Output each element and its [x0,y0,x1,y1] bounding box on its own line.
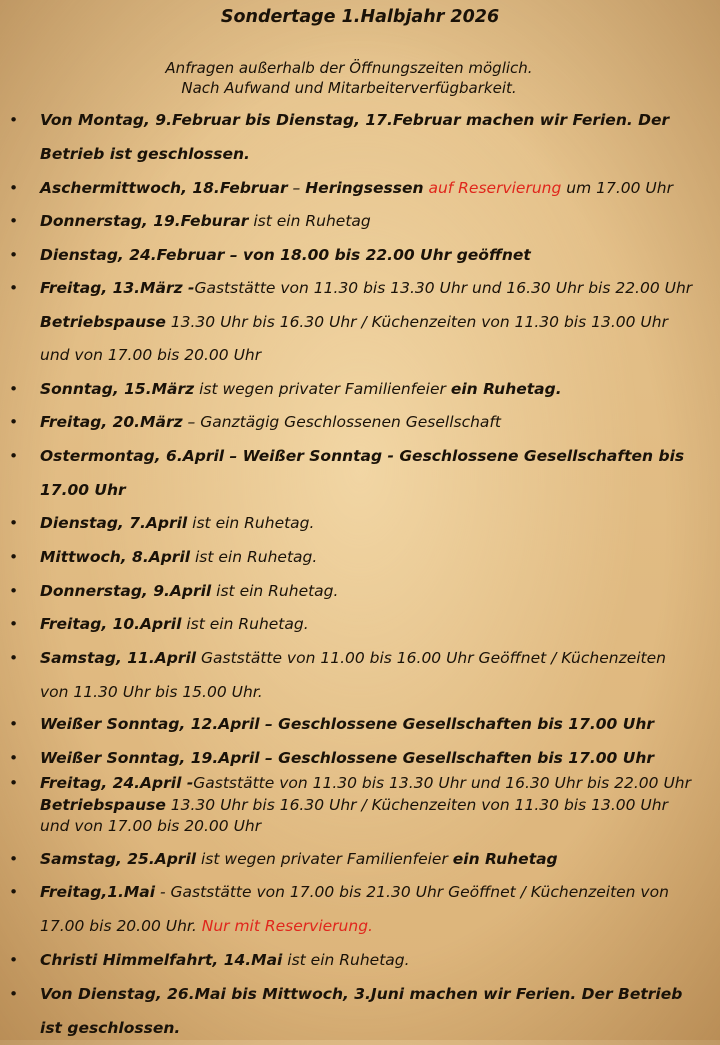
list-item [9,876,694,943]
item-text-part: Freitag,1.Mai [40,883,156,901]
subtitle-line-2: Nach Aufwand und Mitarbeiterverfügbarkeit. [181,79,517,97]
list-item [9,272,694,373]
bullet-icon: • [9,413,19,431]
item-text-part: Von Montag, 9.Februar bis Dienstag, 17.Februar machen wir Ferien. Der Betrieb ist geschlossen. [40,111,670,163]
item-text-part: 13.30 Uhr bis 16.30 Uhr / Küchenzeiten von 11.30 bis 13.00 Uhr und von 17.00 bis 20.00 Uhr [40,312,668,364]
bullet-icon: • [9,548,19,566]
item-text-part: Dienstag, 7.April [40,514,188,532]
item-text-part: um 17.00 Uhr [561,179,673,197]
bullet-icon: • [9,774,19,792]
list-item [9,440,694,507]
item-text-part: ein Ruhetag [452,850,558,868]
item-text-part: ist ein Ruhetag. [181,615,309,633]
item-text-part: ist ein Ruhetag. [187,514,315,532]
bullet-icon: • [9,615,19,633]
bullet-icon: • [9,111,19,129]
list-item [9,541,694,575]
bullet-icon: • [9,212,19,230]
bullet-icon: • [9,649,19,667]
item-text-part: Von Dienstag, 26.Mai bis Mittwoch, 3.Juni machen wir Ferien. Der Betrieb ist geschlossen. [40,985,683,1037]
item-text-part: Ostermontag, 6.April – Weißer Sonntag - Geschlossene Gesellschaften bis 17.00 Uhr [40,447,685,499]
bullet-icon: • [9,850,19,868]
list-item [9,608,694,642]
item-text-part: ein Ruhetag. [450,380,562,398]
item-text-part: Weißer Sonntag, 12.April – Geschlossene Gesellschaften bis 17.00 Uhr [40,715,654,733]
list-item [9,773,694,838]
bullet-icon: • [9,749,19,767]
item-text-part: – [287,179,306,197]
bullet-icon: • [9,246,19,264]
list-item [9,978,694,1045]
item-text-part: Freitag, 13.März - [40,279,195,297]
bullet-icon: • [9,380,19,398]
bullet-icon: • [9,447,19,465]
list-item [9,104,694,171]
item-text-part: Aschermittwoch, 18.Februar [40,179,288,197]
list-item [9,944,694,978]
item-text-part: Donnerstag, 9.April [40,582,212,600]
list-item [9,172,694,206]
item-text-part: Freitag, 20.März [40,413,183,431]
item-text-part: ist wegen privater Familienfeier [194,380,451,398]
item-text-part: Weißer Sonntag, 19.April – Geschlossene Gesellschaften bis 17.00 Uhr [40,749,654,767]
item-text-part: 13.30 Uhr bis 16.30 Uhr / Küchenzeiten von 11.30 bis 13.00 Uhr und von 17.00 bis 20.00 Uhr [40,795,668,835]
list-item [9,642,694,709]
item-text-part: Gaststätte von 11.30 bis 13.30 Uhr und 16.30 Uhr bis 22.00 Uhr [194,279,693,297]
item-text-part: Freitag, 24.April - [40,774,194,792]
item-text-part: Christi Himmelfahrt, 14.Mai [40,951,283,969]
list-item [9,575,694,609]
list-item [9,843,694,877]
item-text-part: – Ganztägig Geschlossenen Gesellschaft [182,413,501,431]
list-item [9,373,694,407]
item-text-part: ist ein Ruhetag. [282,951,410,969]
bullet-icon: • [9,582,19,600]
item-text-part: ist ein Ruhetag. [190,548,318,566]
page-title: Sondertage 1.Halbjahr 2026 [220,7,500,27]
bullet-icon: • [9,985,19,1003]
item-text-part: Samstag, 11.April [40,649,197,667]
item-text-part: - Gaststätte von 17.00 bis 21.30 Uhr Geöffnet / Küchenzeiten von 17.00 bis 20.00 Uhr. [40,883,669,935]
list-item [9,239,694,273]
item-text-part: auf Reservierung [428,179,562,197]
item-text-part: Dienstag, 24.Februar – von 18.00 bis 22.00 Uhr geöffnet [40,246,531,264]
item-text-part: Heringsessen [305,179,424,197]
item-text-part: Donnerstag, 19.Feburar [40,212,249,230]
item-text-part: Samstag, 25.April [40,850,197,868]
item-text-part: ist ein Ruhetag. [211,582,339,600]
list-item [9,406,694,440]
item-text-part: Betriebspause [40,312,166,331]
bullet-icon: • [9,951,19,969]
item-text-part: ist ein Ruhetag [248,212,371,230]
list-item [9,205,694,239]
item-text-part: Sonntag, 15.März [40,380,195,398]
list-item [9,507,694,541]
list-item [9,742,694,776]
item-text-part: Gaststätte von 11.30 bis 13.30 Uhr und 16.30 Uhr bis 22.00 Uhr [193,774,691,792]
list-item [9,708,694,742]
bullet-icon: • [9,514,19,532]
subtitle-line-1: Anfragen außerhalb der Öffnungszeiten möglich. [165,59,533,77]
bullet-icon: • [9,179,19,197]
item-text-part: Nur mit Reservierung. [201,916,373,935]
item-text-part: Mittwoch, 8.April [40,548,191,566]
item-text-part: Gaststätte von 11.00 bis 16.00 Uhr Geöffnet / Küchenzeiten von 11.30 Uhr bis 15.00 Uhr. [40,649,666,701]
item-text-part: Freitag, 10.April [40,615,182,633]
bullet-icon: • [9,883,19,901]
item-text-part: Betriebspause [40,795,166,814]
item-text-part: ist wegen privater Familienfeier [196,850,453,868]
bullet-icon: • [9,715,19,733]
subtitle [0,58,698,98]
bullet-icon: • [9,279,19,297]
